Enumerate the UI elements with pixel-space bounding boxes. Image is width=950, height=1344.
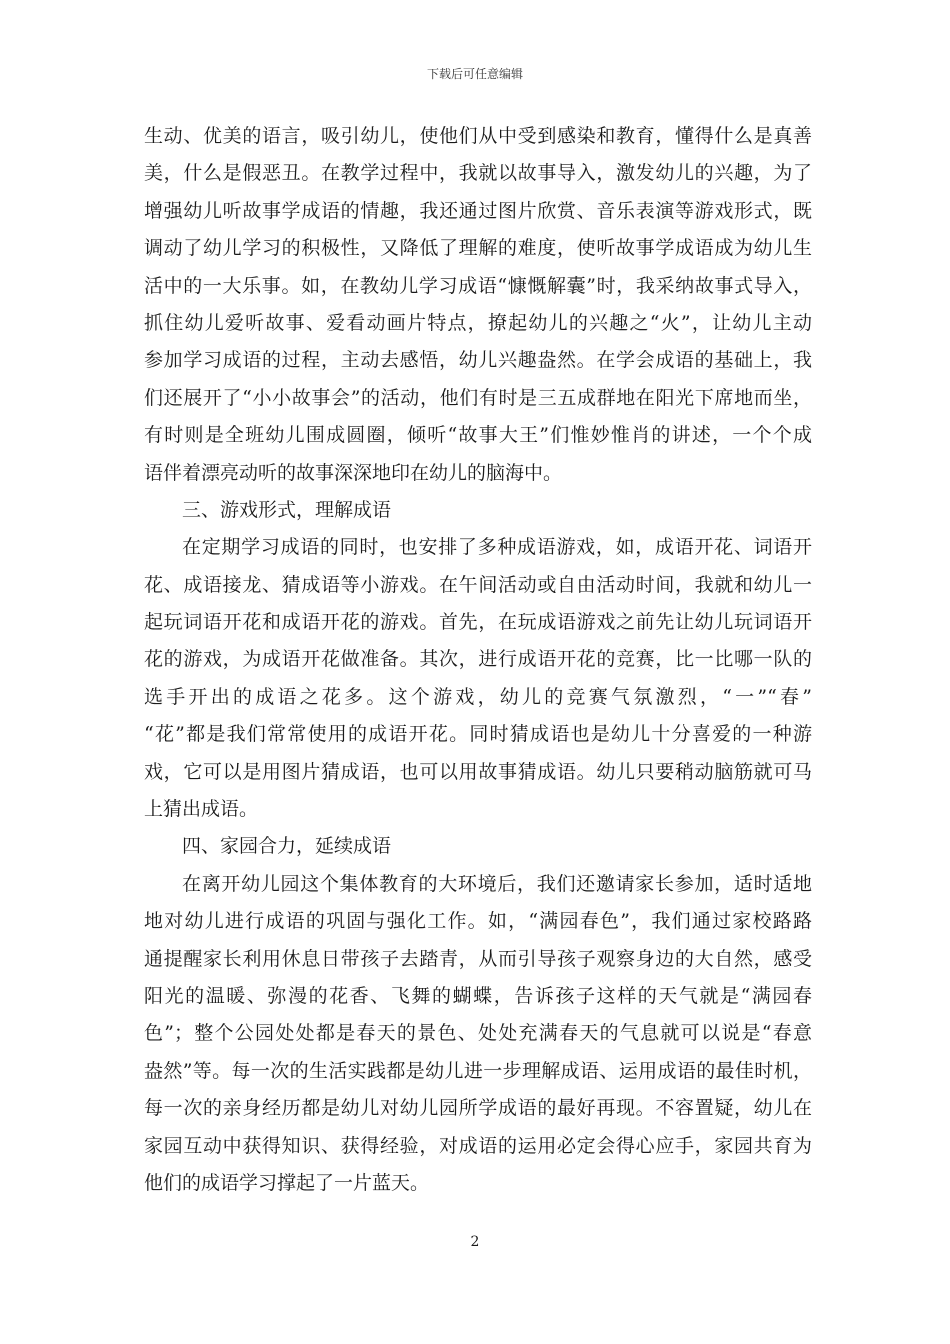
body-line: 花、成语接龙、猜成语等小游戏。在午间活动或自由活动时间，我就和幼儿一 — [144, 573, 812, 596]
body-line: 参加学习成语的过程，主动去感悟，幼儿兴趣盎然。在学会成语的基础上，我 — [144, 349, 812, 372]
body-line: 上猜出成语。 — [144, 798, 259, 821]
body-line: 有时则是全班幼儿围成圆圈，倾听“故事大王”们惟妙惟肖的讲述，一个个成 — [144, 424, 812, 447]
body-line: 戏，它可以是用图片猜成语，也可以用故事猜成语。幼儿只要稍动脑筋就可马 — [144, 760, 812, 783]
body-line: 生动、优美的语言，吸引幼儿，使他们从中受到感染和教育，懂得什么是真善 — [144, 125, 812, 147]
body-line: 调动了幼儿学习的积极性，又降低了理解的难度，使听故事学成语成为幼儿生 — [144, 237, 812, 260]
body-line: 们还展开了“小小故事会”的活动，他们有时是三五成群地在阳光下席地而坐， — [144, 386, 812, 409]
page-number: 2 — [470, 1234, 480, 1250]
body-line: 语伴着漂亮动听的故事深深地印在幼儿的脑海中。 — [144, 461, 563, 484]
document-body — [144, 118, 812, 1202]
body-line: 增强幼儿听故事学成语的情趣，我还通过图片欣赏、音乐表演等游戏形式，既 — [144, 199, 812, 222]
body-line: 起玩词语开花和成语开花的游戏。首先，在玩成语游戏之前先让幼儿玩词语开 — [144, 611, 812, 634]
body-line: 每一次的亲身经历都是幼儿对幼儿园所学成语的最好再现。不容置疑，幼儿在 — [144, 1097, 812, 1120]
body-line: 阳光的温暖、弥漫的花香、飞舞的蝴蝶，告诉孩子这样的天气就是“满园春 — [144, 984, 812, 1007]
body-line: 在离开幼儿园这个集体教育的大环境后，我们还邀请家长参加，适时适地 — [182, 872, 812, 895]
body-line: 他们的成语学习撑起了一片蓝天。 — [144, 1171, 430, 1194]
body-line: 色”；整个公园处处都是春天的景色、处处充满春天的气息就可以说是“春意 — [144, 1022, 812, 1045]
body-line: 花的游戏，为成语开花做准备。其次，进行成语开花的竞赛，比一比哪一队的 — [144, 648, 812, 671]
body-line: 在定期学习成语的同时，也安排了多种成语游戏，如，成语开花、词语开 — [182, 536, 812, 559]
body-line: 地对幼儿进行成语的巩固与强化工作。如，“满园春色”，我们通过家校路路 — [144, 910, 812, 933]
body-line: 选手开出的成语之花多。这个游戏，幼儿的竞赛气氛激烈，“一”“春” — [144, 685, 812, 708]
body-line: 通提醒家长利用休息日带孩子去踏青，从而引导孩子观察身边的大自然，感受 — [144, 947, 812, 970]
body-line: 美，什么是假恶丑。在教学过程中，我就以故事导入，激发幼儿的兴趣，为了 — [144, 162, 812, 185]
section-heading: 四、家园合力，延续成语 — [182, 835, 392, 858]
body-line: 家园互动中获得知识、获得经验，对成语的运用必定会得心应手，家园共育为 — [144, 1134, 812, 1157]
body-line: 盎然”等。每一次的生活实践都是幼儿进一步理解成语、运用成语的最佳时机， — [144, 1059, 812, 1082]
body-line: 活中的一大乐事。如，在教幼儿学习成语“慷慨解囊”时，我采纳故事式导入， — [144, 274, 812, 297]
body-line: 抓住幼儿爱听故事、爱看动画片特点，撩起幼儿的兴趣之“火”，让幼儿主动 — [144, 311, 812, 334]
section-heading: 三、游戏形式，理解成语 — [182, 498, 392, 521]
body-line: “花”都是我们常常使用的成语开花。同时猜成语也是幼儿十分喜爱的一种游 — [144, 723, 812, 746]
page-header: 下载后可任意编辑 — [426, 67, 523, 81]
